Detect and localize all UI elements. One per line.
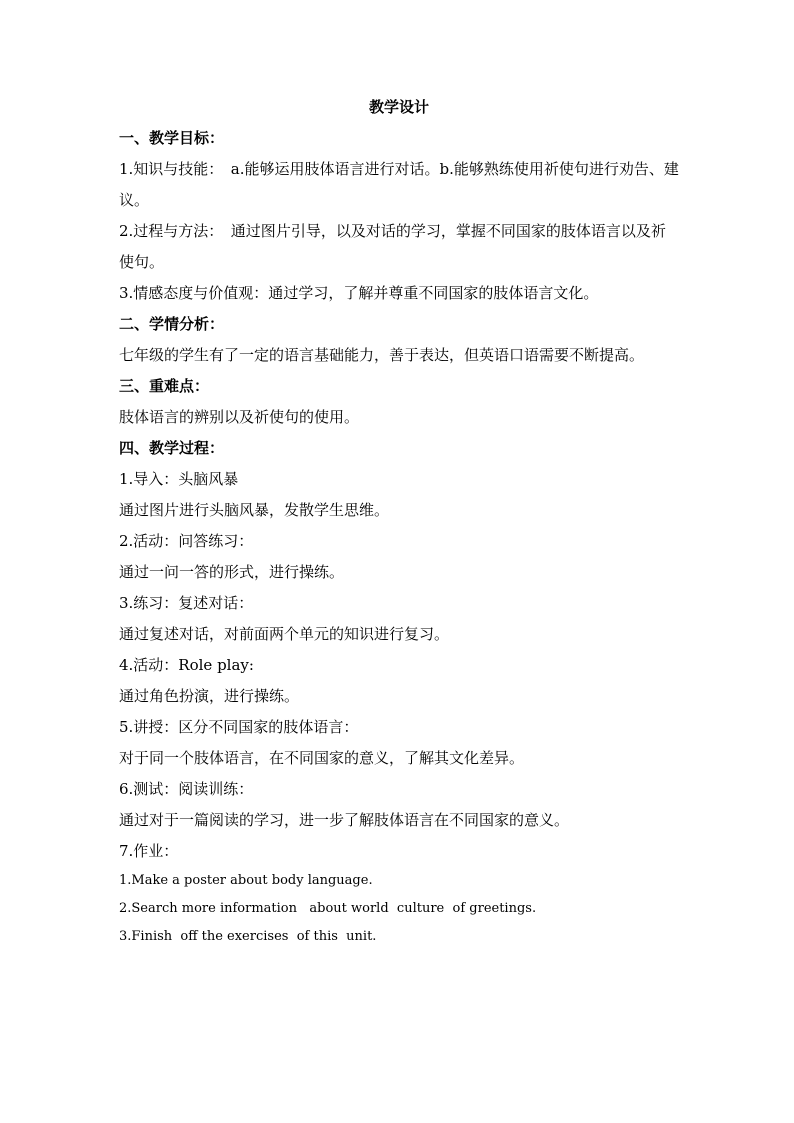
heading-teaching-process: 四、教学过程： [119, 439, 225, 457]
goal-process-method: 2.过程与方法： 通过图片引导，以及对话的学习，掌握不同国家的肢体语言以及祈使句。 [119, 222, 666, 271]
step6-text: 通过对于一篇阅读的学习，进一步了解肢体语言在不同国家的意义。 [119, 811, 570, 829]
step5-title: 5.讲授：区分不同国家的肢体语言： [119, 718, 359, 736]
step1-text: 通过图片进行头脑风暴，发散学生思维。 [119, 501, 390, 519]
heading-teaching-goals: 一、教学目标： [119, 129, 225, 147]
step5-text: 对于同一个肢体语言，在不同国家的意义，了解其文化差异。 [119, 749, 525, 767]
heading-key-points: 三、重难点： [119, 377, 210, 395]
homework-item: 3.Finish off the exercises of this unit. [119, 929, 377, 944]
goal-emotion-values: 3.情感态度与价值观：通过学习，了解并尊重不同国家的肢体语言文化。 [119, 284, 599, 302]
step1-title: 1.导入：头脑风暴 [119, 470, 239, 488]
document-page [119, 92, 679, 951]
step4-title: 4.活动：Role play: [119, 656, 254, 674]
goal-knowledge-skills: 1.知识与技能： a.能够运用肢体语言进行对话。b.能够熟练使用祈使句进行劝告、建议。 [119, 160, 679, 209]
step3-text: 通过复述对话，对前面两个单元的知识进行复习。 [119, 625, 450, 643]
step2-text: 通过一问一答的形式，进行操练。 [119, 563, 345, 581]
homework-item: 1.Make a poster about body language. [119, 873, 373, 888]
learner-analysis-text: 七年级的学生有了一定的语言基础能力，善于表达，但英语口语需要不断提高。 [119, 346, 645, 364]
step6-title: 6.测试：阅读训练： [119, 780, 254, 798]
document-title: 教学设计 [368, 98, 429, 116]
step7-title: 7.作业： [119, 842, 179, 860]
step3-title: 3.练习：复述对话： [119, 594, 254, 612]
key-points-text: 肢体语言的辨别以及祈使句的使用。 [119, 408, 360, 426]
homework-item: 2.Search more information about world culture of greetings. [119, 901, 537, 916]
step4-text: 通过角色扮演，进行操练。 [119, 687, 300, 705]
heading-learner-analysis: 二、学情分析： [119, 315, 225, 333]
step2-title: 2.活动：问答练习： [119, 532, 254, 550]
